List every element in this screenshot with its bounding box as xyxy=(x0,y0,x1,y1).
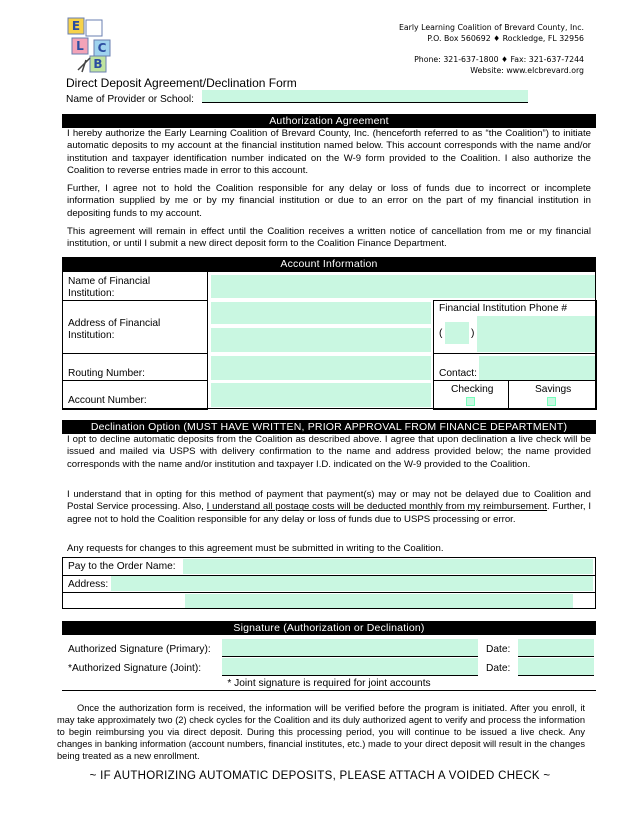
provider-input[interactable] xyxy=(202,90,528,103)
pay-to-label: Pay to the Order Name: xyxy=(68,561,176,572)
signature-table xyxy=(62,635,596,691)
pay-to-address-label: Address: xyxy=(68,579,109,590)
org-address: P.O. Box 560692 ♦ Rockledge, FL 32956 xyxy=(427,34,584,43)
authorization-heading: Authorization Agreement xyxy=(62,114,596,128)
primary-signature-label: Authorized Signature (Primary): xyxy=(68,644,211,655)
institution-name-label: Name of Financial Institution: xyxy=(68,276,151,299)
savings-checkbox[interactable] xyxy=(547,397,556,406)
provider-label: Name of Provider or School: xyxy=(66,94,194,105)
routing-input[interactable] xyxy=(211,356,431,380)
logo-letter-l: L xyxy=(76,39,84,53)
joint-signature-note: * Joint signature is required for joint accounts xyxy=(227,678,431,689)
primary-date-input[interactable] xyxy=(518,639,594,657)
org-website: Website: www.elcbrevard.org xyxy=(470,66,584,75)
contact-label: Contact: xyxy=(439,368,477,379)
authorization-p3: This agreement will remain in effect until the Coalition receives a written notice of cancellation from me or my financial institution, or until I submit a new direct deposit form to the Coalition Finance Department. xyxy=(67,226,591,250)
org-name: Early Learning Coalition of Brevard County, Inc. xyxy=(398,23,584,32)
declination-p3: Any requests for changes to this agreement must be submitted in writing to the Coalition. xyxy=(67,543,444,554)
joint-signature-label: *Authorized Signature (Joint): xyxy=(68,663,202,674)
org-phone-fax: Phone: 321-637-1800 ♦ Fax: 321-637-7244 xyxy=(414,55,584,64)
account-number-label: Account Number: xyxy=(68,395,147,406)
primary-date-label: Date: xyxy=(486,644,511,655)
account-heading: Account Information xyxy=(62,257,596,271)
joint-date-input[interactable] xyxy=(518,658,594,676)
signature-heading: Signature (Authorization or Declination) xyxy=(62,621,596,635)
phone-close-paren: ) xyxy=(471,328,475,339)
declination-p2 xyxy=(67,489,591,526)
joint-signature-input[interactable] xyxy=(222,658,478,676)
declination-p2-underlined: I understand all postage costs will be deducted monthly from my reimbursement xyxy=(206,501,548,513)
declination-p2-b: . Further, I agree not to hold the Coalition responsible for any delay or loss of funds due to USPS processing or error. xyxy=(67,501,591,525)
pay-to-table xyxy=(62,557,596,609)
primary-signature-input[interactable] xyxy=(222,639,478,657)
elc-logo xyxy=(60,14,126,76)
declination-p1: I opt to decline automatic deposits from the Coalition as described above. I agree that upon declination a live check will be issued and mailed via USPS with delivery confirmation to the name and address provided below; the name provided corresponds with the name and/or institution and taxpayer I.D. indicated on the W-9 provided to the Coalition. xyxy=(67,434,591,470)
pay-to-address-input-1[interactable] xyxy=(111,576,593,591)
declination-p2-a: I understand that in opting for this method of payment that payment(s) may or may not be delayed due to Coalition and Postal Service processing. Also, xyxy=(67,489,591,513)
routing-label: Routing Number: xyxy=(68,368,146,379)
account-table xyxy=(62,271,596,409)
org-header xyxy=(324,22,584,76)
contact-input[interactable] xyxy=(479,356,595,380)
authorization-p1: I hereby authorize the Early Learning Coalition of Brevard County, Inc. (henceforth referred to as “the Coalition”) to initiate automatic deposits to my account at the financial institution named below. This account corresponds with the name and/or institution and taxpayer identification number indicated on the W-9 form provided to the Coalition. I also authorize the Coalition to reverse entries made in error to this account. xyxy=(67,128,591,177)
phone-area-code-input[interactable] xyxy=(445,322,469,344)
phone-number-input[interactable] xyxy=(477,316,595,352)
institution-name-input[interactable] xyxy=(211,275,595,298)
pay-to-address-input-2[interactable] xyxy=(185,594,573,608)
enrollment-note: Once the authorization form is received, the information will be verified before the program is initiated. After you enroll, it may take approximately two (2) check cycles for the Coalition and its duly authorized agent to verify and process the information to begin reimbursing you via direct deposit. During this processing period, you will continue to be issued a live check. Any changes in banking information (account numbers, financial institutes, etc.) made to your direct deposit will result in the changes being treated as a new enrollment. xyxy=(57,703,585,761)
institution-address-input-2[interactable] xyxy=(211,328,431,352)
savings-label: Savings xyxy=(535,384,572,395)
institution-phone-label: Financial Institution Phone # xyxy=(439,303,567,314)
joint-date-label: Date: xyxy=(486,663,511,674)
declination-heading: Declination Option (MUST HAVE WRITTEN, PRIOR APPROVAL FROM FINANCE DEPARTMENT) xyxy=(62,420,596,434)
authorization-p2: Further, I agree not to hold the Coalition responsible for any delay or loss of funds due to incorrect or incomplete information supplied by me or by my financial institution or due to an error on the part of my financial institution in depositing funds to my account. xyxy=(67,183,591,219)
logo-letter-e: E xyxy=(71,19,81,33)
form-title: Direct Deposit Agreement/Declination Form xyxy=(66,76,297,90)
account-number-input[interactable] xyxy=(211,383,431,407)
logo-letter-c: C xyxy=(97,41,107,55)
pay-to-input[interactable] xyxy=(183,559,593,574)
voided-check-notice: ~ IF AUTHORIZING AUTOMATIC DEPOSITS, PLEASE ATTACH A VOIDED CHECK ~ xyxy=(89,770,551,782)
checking-checkbox[interactable] xyxy=(466,397,475,406)
institution-address-input-1[interactable] xyxy=(211,302,431,324)
logo-letter-b: B xyxy=(93,57,103,71)
institution-address-label: Address of Financial Institution: xyxy=(68,318,161,341)
phone-open-paren: ( xyxy=(439,328,443,339)
checking-label: Checking xyxy=(451,384,494,395)
